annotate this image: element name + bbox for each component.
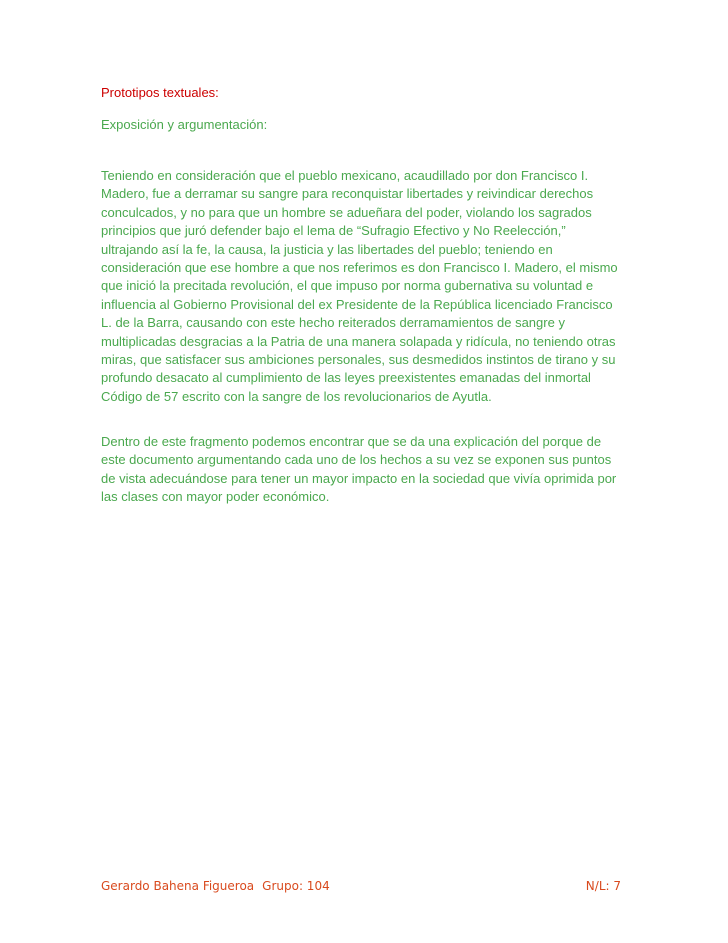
paragraph-line: profundo desacato al cumplimiento de las leyes preexistentes emanadas del inmortal (101, 370, 591, 386)
paragraph-line: este documento argumentando cada uno de los hechos a su vez se exponen sus puntos (101, 452, 612, 468)
footer-group: Grupo: 104 (262, 879, 330, 893)
paragraph-line: consideración que ese hombre a que nos referimos es don Francisco I. Madero, el mismo (101, 260, 618, 276)
paragraph-line: Código de 57 escrito con la sangre de los revolucionarios de Ayutla. (101, 388, 492, 404)
footer-list-number: N/L: 7 (585, 879, 621, 893)
paragraph-line: Madero, fue a derramar su sangre para reconquistar libertades y reivindicar derechos (101, 186, 594, 202)
section-subtitle: Exposición y argumentación: (101, 117, 268, 132)
paragraph-line: influencia al Gobierno Provisional del ex Presidente de la República licenciado Francisco (101, 296, 613, 312)
paragraph-line: de vista adecuándose para tener un mayor impacto en la sociedad que vivía oprimida por (101, 470, 617, 486)
paragraph-line: Teniendo en consideración que el pueblo mexicano, acaudillado por don Francisco I. (101, 168, 589, 183)
paragraph-line: que inició la precitada revolución, el que impuso por norma gubernativa su voluntad e (101, 278, 594, 294)
paragraph-line: multiplicadas desgracias a la Patria de una manera solapada y ridícula, no teniendo otras (101, 333, 616, 349)
footer-author-group (101, 878, 330, 894)
paragraph-line: conculcados, y no para que un hombre se adueñara del poder, violando los sagrados (101, 204, 592, 220)
quoted-paragraph (101, 167, 661, 406)
paragraph-line: L. de la Barra, causando con este hecho reiterados derramamientos de sangre y (101, 315, 565, 331)
paragraph-line: principios que juró defender bajo el lema de “Sufragio Efectivo y No Reelección,” (101, 223, 566, 239)
section-title: Prototipos textuales: (101, 85, 219, 100)
footer-author: Gerardo Bahena Figueroa (101, 879, 255, 893)
paragraph-line: ultrajando así la fe, la causa, la justicia y las libertades del pueblo; teniendo en (101, 241, 553, 257)
paragraph-line: Dentro de este fragmento podemos encontrar que se da una explicación del porque de (101, 434, 602, 449)
paragraph-line: miras, que satisfacer sus ambiciones personales, sus desmedidos instintos de tirano y su (101, 352, 616, 368)
paragraph-line: las clases con mayor poder económico. (101, 489, 330, 505)
analysis-paragraph (101, 433, 661, 507)
